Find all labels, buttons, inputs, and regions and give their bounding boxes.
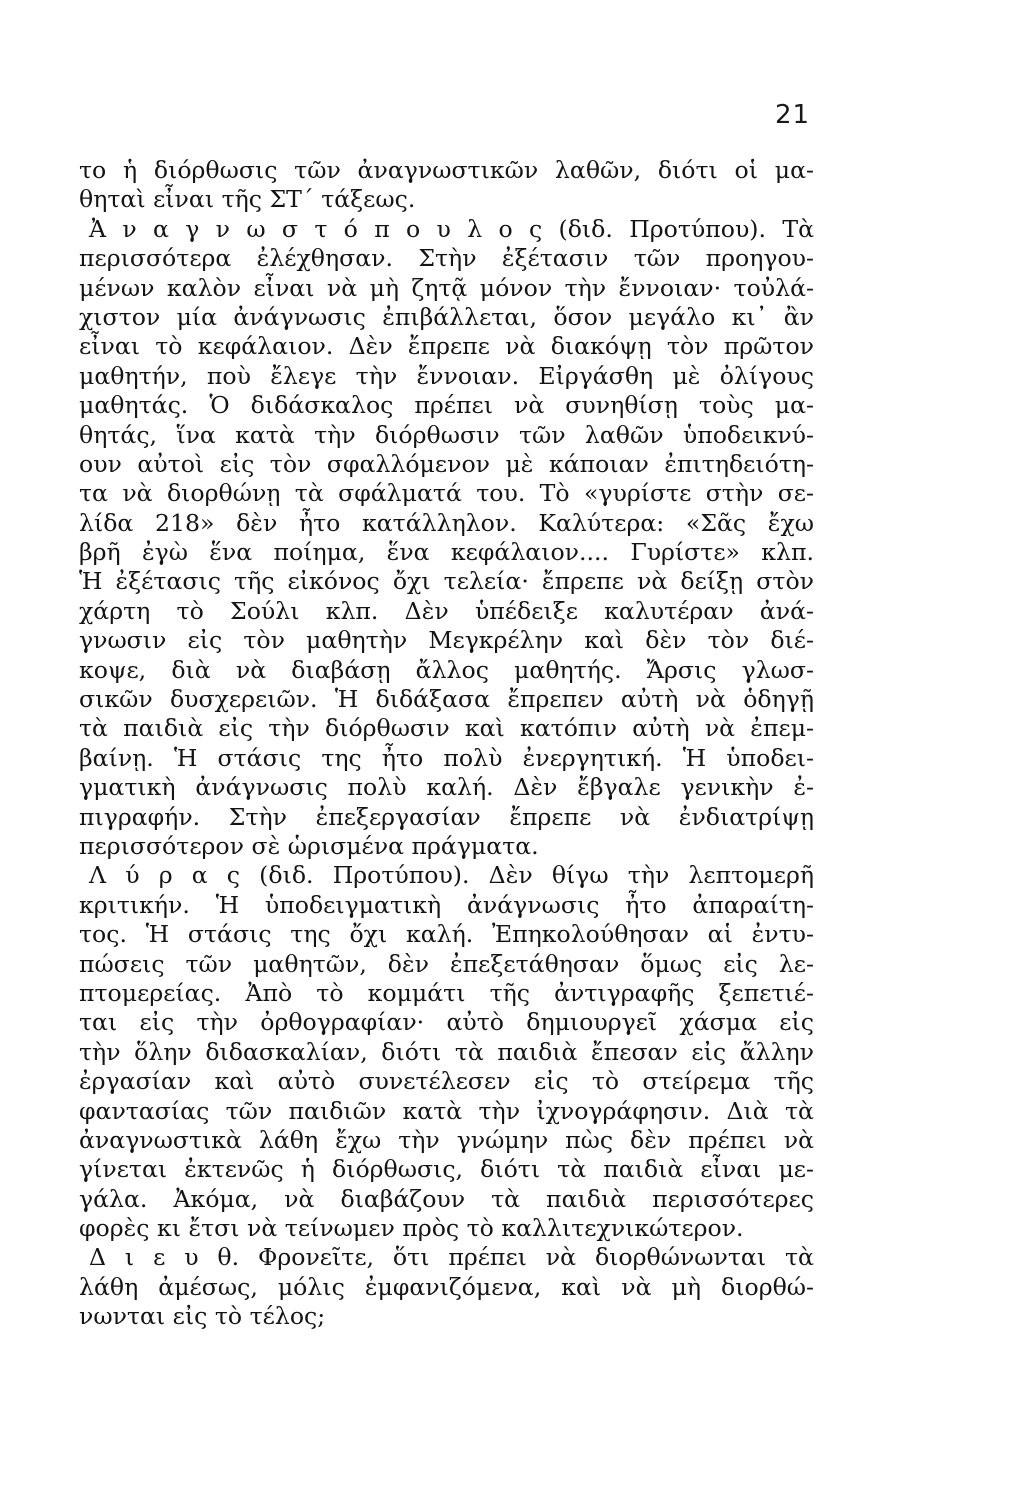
- text-line: ἀναγνωστικὰ λάθη ἔχω τὴν γνώμην πὼς δὲν πρέπει νὰ: [79, 1125, 814, 1154]
- text-line: πτομερείας. Ἀπὸ τὸ κομμάτι τῆς ἀντιγραφῆς ξεπετιέ-: [79, 978, 814, 1007]
- text-line: χάρτη τὸ Σούλι κλπ. Δὲν ὑπέδειξε καλυτέραν ἀνά-: [79, 596, 814, 625]
- text-line: τὰ παιδιὰ εἰς τὴν διόρθωσιν καὶ κατόπιν αὐτὴ νὰ ἐπεμ-: [79, 714, 814, 743]
- text-line: Ἡ ἐξέτασις τῆς εἰκόνος ὄχι τελεία· ἔπρεπε νὰ δείξῃ στὸν: [79, 567, 814, 596]
- text-line: μαθητάς. Ὁ διδάσκαλος πρέπει νὰ συνηθίσῃ τοὺς μα-: [79, 391, 814, 420]
- text-line: θηταὶ εἶναι τῆς ΣΤ΄ τάξεως.: [79, 185, 416, 214]
- text-line: χιστον μία ἀνάγνωσις ἐπιβάλλεται, ὅσον μεγάλο κι᾽ ἂν: [79, 302, 814, 331]
- text-line: γματικὴ ἀνάγνωσις πολὺ καλή. Δὲν ἔβγαλε γενικὴν ἐ-: [79, 773, 814, 802]
- text-line: θητάς, ἵνα κατὰ τὴν διόρθωσιν τῶν λαθῶν ὑποδεικνύ-: [79, 420, 814, 449]
- text-line: σικῶν δυσχερειῶν. Ἡ διδάξασα ἔπρεπεν αὐτὴ νὰ ὁδηγῇ: [79, 685, 814, 714]
- text-line: περισσότερα ἐλέχθησαν. Στὴν ἐξέτασιν τῶν προηγου-: [79, 244, 814, 273]
- text-line: Λ ύ ρ α ς (διδ. Προτύπου). Δὲν θίγω τὴν λεπτομερῆ: [89, 861, 814, 890]
- text-line: τὴν ὅλην διδασκαλίαν, διότι τὰ παιδιὰ ἔπεσαν εἰς ἄλλην: [79, 1037, 814, 1066]
- text-line: λάθη ἀμέσως, μόλις ἐμφανιζόμενα, καὶ νὰ μὴ διορθώ-: [79, 1272, 814, 1301]
- text-line: Ἀ ν α γ ν ω σ τ ό π ο υ λ ο ς (διδ. Προτύπου). Τὰ: [89, 214, 814, 243]
- text-line: κοψε, διὰ νὰ διαβάσῃ ἄλλος μαθητής. Ἄρσις γλωσ-: [79, 655, 814, 684]
- text-line: γάλα. Ἀκόμα, νὰ διαβάζουν τὰ παιδιὰ περισσότερες: [79, 1184, 814, 1213]
- text-line: νωνται εἰς τὸ τέλος;: [79, 1302, 326, 1331]
- text-line: λίδα 218» δὲν ἦτο κατάλληλον. Καλύτερα: «Σᾶς ἔχω: [79, 508, 814, 537]
- text-line: τα νὰ διορθώνῃ τὰ σφάλματά του. Τὸ «γυρίστε στὴν σε-: [79, 479, 814, 508]
- text-line: το ἡ διόρθωσις τῶν ἀναγνωστικῶν λαθῶν, διότι οἱ μα-: [79, 156, 814, 184]
- text-line: μένων καλὸν εἶναι νὰ μὴ ζητᾷ μόνον τὴν ἔννοιαν· τοὐλά-: [79, 273, 814, 302]
- body-text: [79, 156, 814, 1332]
- text-line: κριτικήν. Ἡ ὑποδειγματικὴ ἀνάγνωσις ἦτο ἀπαραίτη-: [79, 890, 814, 919]
- text-line: γνωσιν εἰς τὸν μαθητὴν Μεγκρέλην καὶ δὲν τὸν διέ-: [79, 626, 814, 655]
- text-line: μαθητήν, ποὺ ἔλεγε τὴν ἔννοιαν. Εἰργάσθη μὲ ὀλίγους: [79, 361, 814, 390]
- text-line: πώσεις τῶν μαθητῶν, δὲν ἐπεξετάθησαν ὅμως εἰς λε-: [79, 949, 814, 978]
- text-line: γίνεται ἐκτενῶς ἡ διόρθωσις, διότι τὰ παιδιὰ εἶναι με-: [79, 1155, 814, 1184]
- text-line: φαντασίας τῶν παιδιῶν κατὰ τὴν ἰχνογράφησιν. Διὰ τὰ: [79, 1096, 814, 1125]
- text-line: βαίνῃ. Ἡ στάσις της ἦτο πολὺ ἐνεργητική. Ἡ ὑποδει-: [79, 743, 814, 772]
- text-line: τος. Ἡ στάσις της ὄχι καλή. Ἐπηκολούθησαν αἱ ἐντυ-: [79, 920, 814, 949]
- text-line: βρῆ ἐγὼ ἕνα ποίημα, ἕνα κεφάλαιον.... Γυρίστε» κλπ.: [79, 538, 814, 567]
- text-line: περισσότερον σὲ ὡρισμένα πράγματα.: [79, 831, 539, 860]
- text-line: ἐργασίαν καὶ αὐτὸ συνετέλεσεν εἰς τὸ στείρεμα τῆς: [79, 1067, 814, 1096]
- text-line: Δ ι ε υ θ. Φρονεῖτε, ὅτι πρέπει νὰ διορθώνωνται τὰ: [89, 1243, 814, 1272]
- text-line: φορὲς κι ἔτσι νὰ τείνωμεν πρὸς τὸ καλλιτεχνικώτερον.: [79, 1214, 744, 1243]
- text-line: εἶναι τὸ κεφάλαιον. Δὲν ἔπρεπε νὰ διακόψῃ τὸν πρῶτον: [79, 332, 814, 361]
- text-line: ουν αὐτοὶ εἰς τὸν σφαλλόμενον μὲ κάποιαν ἐπιτηδειότη-: [79, 449, 814, 478]
- text-line: ται εἰς τὴν ὀρθογραφίαν· αὐτὸ δημιουργεῖ χάσμα εἰς: [79, 1008, 814, 1037]
- page-number: 21: [775, 100, 811, 130]
- text-line: πιγραφήν. Στὴν ἐπεξεργασίαν ἔπρεπε νὰ ἐνδιατρίψῃ: [79, 802, 814, 831]
